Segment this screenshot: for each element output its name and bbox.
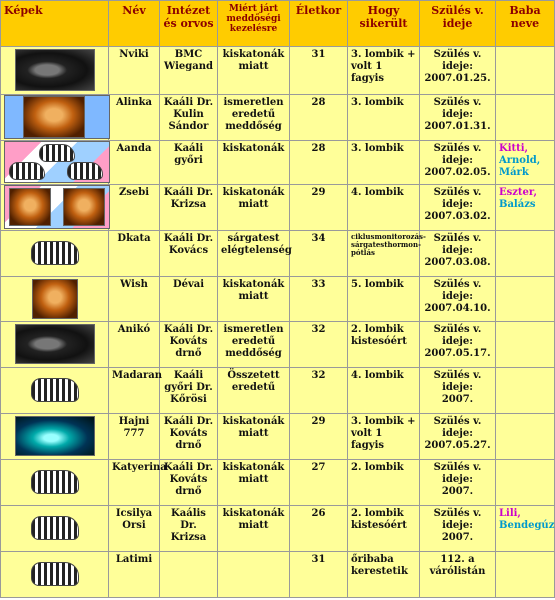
table-row	[1, 95, 555, 141]
zebra-icon	[31, 378, 79, 402]
picture-cell	[1, 277, 109, 322]
picture-cell	[1, 322, 109, 368]
birth-cell	[420, 95, 496, 141]
cell-line: Wiegand	[164, 61, 213, 72]
cell-line: Lili,	[499, 508, 521, 519]
reason-cell	[218, 185, 290, 231]
reason-cell	[218, 414, 290, 460]
cell-line: ciklusmonitorozás-	[351, 232, 426, 241]
cell-line: 5. lombik	[351, 279, 404, 290]
table-row	[1, 231, 555, 277]
cell-line: Szülés v. ideje:	[433, 370, 482, 393]
cell-line: Kaáli Dr.	[163, 233, 214, 244]
cell-line: Kaáli	[173, 370, 204, 381]
picture-cell	[1, 460, 109, 506]
cell-line: drnő	[175, 440, 202, 451]
cell-line: Szülés v. ideje:	[433, 508, 482, 531]
picture	[4, 49, 105, 91]
ultrasound-image	[15, 49, 95, 91]
cell-line: eredetű	[231, 109, 276, 120]
reason-cell	[218, 368, 290, 414]
cell-line: Szülés v. ideje:	[433, 49, 482, 72]
clinic-cell	[160, 552, 218, 598]
name-cell: Aanda	[109, 141, 160, 185]
cell-line: 112. a	[440, 554, 475, 565]
ultrasound-image	[15, 324, 95, 364]
cell-line: Szülés v. ideje:	[433, 233, 482, 256]
cell-line: 3. lombik +	[351, 49, 416, 60]
cell-line: eredetű	[231, 336, 276, 347]
header-eletkor: Életkor	[290, 1, 348, 47]
clinic-cell	[160, 368, 218, 414]
cell-line: Kaáli Dr.	[163, 187, 214, 198]
birth-cell	[420, 277, 496, 322]
age-cell: 32	[290, 322, 348, 368]
zebra-icon	[39, 144, 75, 162]
picture-cell	[1, 47, 109, 95]
picture	[4, 185, 105, 229]
reason-cell	[218, 277, 290, 322]
cell-line: Szülés v. ideje:	[433, 97, 482, 120]
cell-line: Szülés v. ideje:	[433, 324, 482, 347]
table-row	[1, 460, 555, 506]
name-cell: Anikó	[109, 322, 160, 368]
name-cell: Nviki	[109, 47, 160, 95]
cell-line: elégtelenség	[221, 245, 292, 256]
header-intezet: Intézet és orvos	[160, 1, 218, 47]
name-cell: Alinka	[109, 95, 160, 141]
result-cell	[348, 185, 420, 231]
baby-image	[23, 96, 85, 138]
picture	[4, 324, 105, 364]
cell-line: Szülés v. ideje:	[433, 462, 482, 485]
birth-cell	[420, 231, 496, 277]
header-miert: Miért járt meddőségi kezelésre	[218, 1, 290, 47]
baby-name-cell	[496, 47, 555, 95]
cell-line: 2007.	[441, 394, 474, 405]
cell-line: kiskatonák	[222, 416, 285, 427]
cell-line: volt 1 fagyis	[351, 428, 385, 451]
picture-cell	[1, 95, 109, 141]
baby-name-cell	[496, 322, 555, 368]
baby-name-cell	[496, 277, 555, 322]
cell-line: Szülés v. ideje:	[433, 279, 482, 302]
reason-cell	[218, 460, 290, 506]
cell-line: Bendegúz	[499, 520, 555, 531]
header-nev: Név	[109, 1, 160, 47]
clinic-cell	[160, 322, 218, 368]
table-row	[1, 185, 555, 231]
cell-line: kiskatonák	[222, 462, 285, 473]
clinic-cell	[160, 47, 218, 95]
cell-line: miatt	[238, 428, 269, 439]
clinic-cell	[160, 414, 218, 460]
birth-cell	[420, 322, 496, 368]
cell-line: Szülés v. ideje:	[433, 187, 482, 210]
cell-line: 2. lombik	[351, 324, 404, 335]
result-cell	[348, 506, 420, 552]
picture	[4, 378, 105, 402]
zebra-icon	[31, 241, 79, 265]
header-baba: Baba neve	[496, 1, 555, 47]
cell-line: 3. lombik	[351, 97, 404, 108]
cell-line: győri Dr.	[164, 382, 213, 393]
table-row	[1, 277, 555, 322]
clinic-cell	[160, 185, 218, 231]
picture	[4, 470, 105, 494]
table-row	[1, 368, 555, 414]
baby-image-right	[63, 188, 105, 226]
cell-line: 2007.03.02.	[424, 211, 491, 222]
reason-cell	[218, 47, 290, 95]
cell-line: 2007.	[441, 486, 474, 497]
cell-line: ismeretlen	[223, 97, 284, 108]
table-row	[1, 414, 555, 460]
name-cell: Katyerina	[109, 460, 160, 506]
cell-line: 2007.01.31.	[424, 121, 491, 132]
cell-line: 2007.01.25.	[424, 73, 491, 84]
clinic-cell	[160, 141, 218, 185]
baby-name-cell	[496, 506, 555, 552]
birth-cell	[420, 141, 496, 185]
baby-image	[32, 279, 78, 319]
reason-cell	[218, 141, 290, 185]
cell-line: Kováts	[169, 428, 208, 439]
baby-name-cell	[496, 552, 555, 598]
baby-name-cell	[496, 185, 555, 231]
header-row	[1, 1, 555, 47]
table-row	[1, 47, 555, 95]
cell-line: 2007.05.27.	[424, 440, 491, 451]
cell-line: Kaáli Dr.	[163, 416, 214, 427]
result-cell	[348, 95, 420, 141]
zebra-icon	[31, 562, 79, 586]
age-cell: 32	[290, 368, 348, 414]
clinic-cell	[160, 460, 218, 506]
age-cell: 27	[290, 460, 348, 506]
age-cell: 31	[290, 552, 348, 598]
picture	[4, 95, 105, 139]
header-szules: Szülés v. ideje	[420, 1, 496, 47]
cell-line: meddőség	[225, 121, 282, 132]
cell-line: 2. lombik	[351, 462, 404, 473]
cell-line: drnő	[175, 348, 202, 359]
reason-cell	[218, 95, 290, 141]
cell-line: 2. lombik	[351, 508, 404, 519]
cell-line: kiskatonák	[222, 49, 285, 60]
cell-line: 2007.04.10.	[424, 303, 491, 314]
cell-line: 3. lombik	[351, 143, 404, 154]
cell-line: kistesóért	[351, 336, 407, 347]
birth-cell	[420, 47, 496, 95]
cell-line: BMC	[174, 49, 203, 60]
baby-name-cell	[496, 414, 555, 460]
cell-line: 2007.05.17.	[424, 348, 491, 359]
cell-line: Kaáli Dr.	[163, 324, 214, 335]
picture	[4, 562, 105, 586]
cell-line: 2007.03.08.	[424, 257, 491, 268]
reason-cell	[218, 552, 290, 598]
birth-cell	[420, 414, 496, 460]
picture	[4, 416, 105, 456]
cell-line: miatt	[238, 61, 269, 72]
ultrasound-blue-image	[15, 416, 95, 456]
baby-name-cell	[496, 460, 555, 506]
cell-line: Krizsa	[170, 532, 207, 543]
name-cell: Wish	[109, 277, 160, 322]
cell-line: eredetű	[231, 382, 276, 393]
zebra-icon	[67, 162, 103, 180]
cell-line: miatt	[238, 291, 269, 302]
cell-line: Kőrösi	[170, 394, 207, 405]
table-row	[1, 506, 555, 552]
cell-line: Balázs	[499, 199, 536, 210]
birth-cell	[420, 506, 496, 552]
baby-name-cell	[496, 231, 555, 277]
baby-name-cell	[496, 368, 555, 414]
result-cell	[348, 368, 420, 414]
birth-cell	[420, 368, 496, 414]
baby-image-left	[9, 188, 51, 226]
name-cell: Hajni 777	[109, 414, 160, 460]
cell-line: Sándor	[168, 121, 209, 132]
cell-line: pótlás	[351, 248, 375, 257]
picture-cell	[1, 414, 109, 460]
picture	[4, 141, 105, 183]
picture	[4, 516, 105, 540]
table-row	[1, 322, 555, 368]
zebra-icon	[31, 470, 79, 494]
cell-line: volt 1 fagyis	[351, 61, 385, 84]
cell-line: 4. lombik	[351, 187, 404, 198]
name-cell: Icsilya Orsi	[109, 506, 160, 552]
baby-name-cell	[496, 95, 555, 141]
result-cell	[348, 231, 426, 277]
age-cell: 28	[290, 95, 348, 141]
age-cell: 33	[290, 277, 348, 322]
result-cell	[348, 277, 420, 322]
picture-cell	[1, 506, 109, 552]
picture-cell	[1, 552, 109, 598]
cell-line: kiskatonák	[222, 143, 285, 154]
background-image	[4, 185, 110, 229]
name-cell: Zsebi	[109, 185, 160, 231]
cell-line: kiskatonák	[222, 187, 285, 198]
result-cell	[348, 414, 420, 460]
background-image	[4, 141, 110, 183]
picture	[4, 241, 105, 265]
cell-line: Szülés v. ideje:	[433, 416, 482, 439]
picture-cell	[1, 368, 109, 414]
birth-cell	[420, 552, 496, 598]
age-cell: 34	[290, 231, 348, 277]
cell-line: Kaáli Dr.	[163, 462, 214, 473]
picture	[4, 279, 105, 319]
cell-line: Kováts	[169, 474, 208, 485]
picture-cell	[1, 185, 109, 231]
cell-line: drnő	[175, 486, 202, 497]
cell-line: kiskatonák	[222, 279, 285, 290]
cell-line: kiskatonák	[222, 508, 285, 519]
reason-cell	[218, 322, 290, 368]
age-cell: 26	[290, 506, 348, 552]
cell-line: Márk	[499, 167, 529, 178]
baby-name-cell	[496, 141, 555, 185]
cell-line: sárgatesthormon-	[351, 240, 421, 249]
cell-line: ismeretlen	[223, 324, 284, 335]
cell-line: Kováts	[169, 336, 208, 347]
result-cell	[348, 47, 420, 95]
cell-line: kerestetik	[351, 566, 408, 577]
name-cell: Latimi	[109, 552, 160, 598]
picture-cell	[1, 141, 109, 185]
cell-line: Összetett	[227, 370, 280, 381]
clinic-cell	[160, 277, 218, 322]
cell-line: miatt	[238, 520, 269, 531]
cell-line: sárgatest	[227, 233, 280, 244]
picture-cell	[1, 231, 109, 277]
header-hogy: Hogy sikerült	[348, 1, 420, 47]
cell-line: 2007.	[441, 532, 474, 543]
header-kepek: Képek	[1, 1, 109, 47]
cell-line: Kaáli	[173, 143, 204, 154]
cell-line: Dévai	[172, 279, 205, 290]
cell-line: Kaális Dr.	[171, 508, 206, 531]
result-cell	[348, 552, 420, 598]
cell-line: Krizsa	[170, 199, 207, 210]
reason-cell	[218, 231, 290, 277]
cell-line: kistesóért	[351, 520, 407, 531]
clinic-cell	[160, 231, 218, 277]
cell-line: meddőség	[225, 348, 282, 359]
clinic-cell	[160, 95, 218, 141]
result-cell	[348, 322, 420, 368]
cell-line: Kitti,	[499, 143, 529, 154]
table-row	[1, 141, 555, 185]
age-cell: 29	[290, 185, 348, 231]
table-row	[1, 552, 555, 598]
cell-line: Kovács	[168, 245, 209, 256]
name-cell: Dkata	[109, 231, 160, 277]
cell-line: Kaáli Dr.	[163, 97, 214, 108]
cell-line: 2007.02.05.	[424, 167, 491, 178]
age-cell: 29	[290, 414, 348, 460]
reason-cell	[218, 506, 290, 552]
cell-line: Eszter,	[499, 187, 537, 198]
cell-line: miatt	[238, 474, 269, 485]
clinic-cell	[160, 506, 218, 552]
age-cell: 28	[290, 141, 348, 185]
birth-cell	[420, 185, 496, 231]
zebra-icon	[9, 162, 45, 180]
birth-cell	[420, 460, 496, 506]
background-image	[4, 95, 110, 139]
cell-line: várólistán	[429, 566, 486, 577]
cell-line: 3. lombik +	[351, 416, 416, 427]
result-cell	[348, 141, 420, 185]
name-cell: Madaran	[109, 368, 160, 414]
cell-line: 4. lombik	[351, 370, 404, 381]
zebra-icon	[31, 516, 79, 540]
cell-line: őribaba	[351, 554, 394, 565]
age-cell: 31	[290, 47, 348, 95]
cell-line: Arnold,	[499, 155, 541, 166]
result-cell	[348, 460, 420, 506]
cell-line: Szülés v. ideje:	[433, 143, 482, 166]
cell-line: miatt	[238, 199, 269, 210]
cell-line: Kulin	[173, 109, 204, 120]
cell-line: győri	[174, 155, 203, 166]
